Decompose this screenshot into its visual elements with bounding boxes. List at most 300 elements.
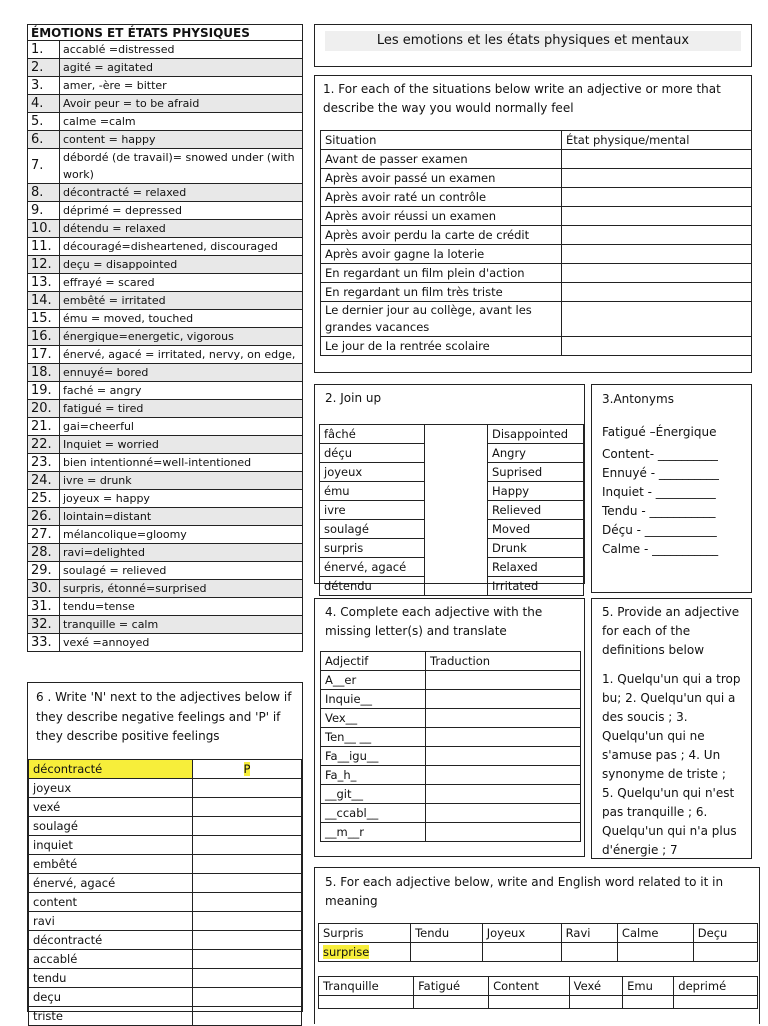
incomplete-adjective-cell: Ten__ __ <box>321 728 426 747</box>
vocab-entry: bien intentionné=well-intentioned <box>60 454 303 472</box>
translation-answer-cell[interactable] <box>426 728 581 747</box>
example-answer-highlight: surprise <box>323 945 370 959</box>
vocab-row <box>28 256 303 274</box>
vocab-number: 10. <box>28 220 60 238</box>
incomplete-adjective-cell: A__er <box>321 671 426 690</box>
feeling-row <box>29 873 302 892</box>
adjective-header-cell: Calme <box>617 924 693 943</box>
vocab-entry: énervé, agacé = irritated, nervy, on edge, <box>60 346 303 364</box>
related-words-table-2 <box>318 976 758 1009</box>
mark-answer-cell[interactable] <box>193 968 302 987</box>
related-word-answer-cell[interactable] <box>617 943 693 962</box>
vocab-entry: surpris, étonné=surprised <box>60 580 303 598</box>
english-word-cell: Relieved <box>488 501 584 520</box>
vocab-entry: ému = moved, touched <box>60 310 303 328</box>
adjective-header-cell: Vexé <box>569 977 623 996</box>
vocab-number: 26. <box>28 508 60 526</box>
vocab-row <box>28 131 303 149</box>
feeling-row <box>29 797 302 816</box>
antonym-line[interactable]: Content- __________ <box>602 447 718 461</box>
state-answer-cell[interactable] <box>562 283 752 302</box>
translation-answer-cell[interactable] <box>426 766 581 785</box>
vocab-row <box>28 113 303 131</box>
incomplete-adjective-cell: Inquie__ <box>321 690 426 709</box>
mark-answer-cell[interactable] <box>193 911 302 930</box>
vocab-entry: accablé =distressed <box>60 41 303 59</box>
vocab-entry: amer, -ère = bitter <box>60 77 303 95</box>
vocab-number: 17. <box>28 346 60 364</box>
adjective-header-cell: Surpris <box>319 924 411 943</box>
feeling-row <box>29 759 302 778</box>
state-answer-cell[interactable] <box>562 207 752 226</box>
vocab-number: 6. <box>28 131 60 149</box>
english-word-cell: Relaxed <box>488 558 584 577</box>
vocab-row <box>28 310 303 328</box>
related-word-answer-cell[interactable] <box>561 943 617 962</box>
adjective-header-cell: deprimé <box>674 977 758 996</box>
feeling-adjective-cell: vexé <box>29 797 193 816</box>
vocab-number: 1. <box>28 41 60 59</box>
vocab-number: 9. <box>28 202 60 220</box>
state-answer-cell[interactable] <box>562 245 752 264</box>
vocab-number: 31. <box>28 598 60 616</box>
french-word-cell: ému <box>320 482 425 501</box>
vocab-entry: décontracté = relaxed <box>60 184 303 202</box>
join-up-gap[interactable] <box>425 444 488 463</box>
adjective-row <box>321 671 581 690</box>
feeling-adjective-cell: content <box>29 892 193 911</box>
translation-answer-cell[interactable] <box>426 747 581 766</box>
join-up-gap[interactable] <box>425 501 488 520</box>
adjective-header-cell: Tendu <box>411 924 483 943</box>
example-answer-cell <box>319 943 411 962</box>
header-box <box>314 24 752 67</box>
translation-answer-cell[interactable] <box>426 671 581 690</box>
vocab-number: 14. <box>28 292 60 310</box>
french-word-cell: ivre <box>320 501 425 520</box>
state-header: État physique/mental <box>562 131 752 150</box>
vocab-row <box>28 634 303 652</box>
adjective-row <box>321 709 581 728</box>
vocab-number: 25. <box>28 490 60 508</box>
join-up-gap[interactable] <box>425 577 488 596</box>
vocab-row <box>28 328 303 346</box>
adjective-row <box>321 747 581 766</box>
vocab-row <box>28 400 303 418</box>
mark-answer-cell[interactable] <box>193 854 302 873</box>
situation-row <box>321 226 752 245</box>
feeling-row <box>29 987 302 1006</box>
situation-cell: Après avoir raté un contrôle <box>321 188 562 207</box>
vocab-entry: ravi=delighted <box>60 544 303 562</box>
vocab-row <box>28 41 303 59</box>
vocab-number: 22. <box>28 436 60 454</box>
state-answer-cell[interactable] <box>562 226 752 245</box>
related-word-answer-cell[interactable] <box>674 996 758 1009</box>
translation-answer-cell[interactable] <box>426 709 581 728</box>
exercise-2-box <box>314 384 585 593</box>
page-title: Les emotions et les états physiques et mentaux <box>325 31 741 51</box>
adjective-header-cell: Ravi <box>561 924 617 943</box>
related-word-answer-cell[interactable] <box>411 943 483 962</box>
vocab-row <box>28 184 303 202</box>
situation-row <box>321 337 752 356</box>
feeling-row <box>29 1006 302 1025</box>
feeling-row <box>29 778 302 797</box>
vocab-number: 32. <box>28 616 60 634</box>
join-up-row <box>320 444 584 463</box>
join-up-row <box>320 577 584 596</box>
adjective-header-cell: Fatigué <box>414 977 489 996</box>
mark-answer-cell[interactable] <box>193 816 302 835</box>
vocab-row <box>28 472 303 490</box>
vocab-row <box>28 490 303 508</box>
vocab-entry: déprimé = depressed <box>60 202 303 220</box>
french-word-cell: joyeux <box>320 463 425 482</box>
mark-answer-cell[interactable] <box>193 778 302 797</box>
situation-row <box>321 264 752 283</box>
vocab-row <box>28 544 303 562</box>
antonym-example: Fatigué –Énergique <box>602 425 717 439</box>
mark-answer-cell[interactable] <box>193 987 302 1006</box>
example-mark: P <box>243 761 251 776</box>
mark-answer-cell[interactable] <box>193 797 302 816</box>
vocab-entry: Inquiet = worried <box>60 436 303 454</box>
adjective-header-cell: Joyeux <box>482 924 561 943</box>
english-word-cell: Angry <box>488 444 584 463</box>
exercise-6-box <box>27 682 303 1023</box>
feeling-adjective-cell: soulagé <box>29 816 193 835</box>
vocab-row <box>28 454 303 472</box>
translation-answer-cell[interactable] <box>426 823 581 842</box>
english-word-cell: Happy <box>488 482 584 501</box>
vocab-number: 19. <box>28 382 60 400</box>
incomplete-adjective-cell: Fa__igu__ <box>321 747 426 766</box>
vocab-number: 3. <box>28 77 60 95</box>
mark-answer-cell[interactable] <box>193 1006 302 1025</box>
incomplete-adjective-cell: __ccabl__ <box>321 804 426 823</box>
adjective-header-cell: Tranquille <box>319 977 414 996</box>
exercise-5-related-box <box>314 867 760 1024</box>
mark-answer-cell[interactable] <box>193 873 302 892</box>
vocab-row <box>28 436 303 454</box>
french-word-cell: fâché <box>320 425 425 444</box>
vocab-entry: deçu = disappointed <box>60 256 303 274</box>
adjective-row <box>321 766 581 785</box>
antonym-line[interactable]: Tendu - ___________ <box>602 504 716 518</box>
feeling-adjective-cell: joyeux <box>29 778 193 797</box>
vocab-number: 11. <box>28 238 60 256</box>
situation-row <box>321 188 752 207</box>
situation-row <box>321 207 752 226</box>
vocab-number: 27. <box>28 526 60 544</box>
vocab-row <box>28 418 303 436</box>
english-word-cell: Drunk <box>488 539 584 558</box>
related-words-table-1 <box>318 923 758 962</box>
vocab-entry: tendu=tense <box>60 598 303 616</box>
vocab-number: 13. <box>28 274 60 292</box>
vocab-row <box>28 274 303 292</box>
join-up-gap[interactable] <box>425 463 488 482</box>
vocab-number: 28. <box>28 544 60 562</box>
translation-answer-cell[interactable] <box>426 804 581 823</box>
join-up-row <box>320 501 584 520</box>
exercise-5-definitions-prompt: 5. Provide an adjective for each of the definitions below <box>602 605 740 657</box>
exercise-1-prompt: 1. For each of the situations below write an adjective or more that describe the way you would normally feel <box>323 82 721 115</box>
feeling-adjective-cell: accablé <box>29 949 193 968</box>
related-words-answer-row <box>319 943 758 962</box>
vocab-number: 4. <box>28 95 60 113</box>
vocab-entry: agité = agitated <box>60 59 303 77</box>
vocab-row <box>28 202 303 220</box>
related-words-answer-row <box>319 996 758 1009</box>
vocab-entry: gai=cheerful <box>60 418 303 436</box>
adjective-header-cell: Deçu <box>693 924 757 943</box>
exercise-1-box <box>314 75 752 373</box>
translation-answer-cell[interactable] <box>426 690 581 709</box>
state-answer-cell[interactable] <box>562 264 752 283</box>
traduction-header: Traduction <box>426 652 581 671</box>
feeling-adjective-cell: décontracté <box>29 930 193 949</box>
join-up-row <box>320 482 584 501</box>
related-word-answer-cell[interactable] <box>319 996 414 1009</box>
vocab-entry: détendu = relaxed <box>60 220 303 238</box>
vocab-entry: Avoir peur = to be afraid <box>60 95 303 113</box>
situation-header: Situation <box>321 131 562 150</box>
feeling-row <box>29 835 302 854</box>
join-up-row <box>320 558 584 577</box>
join-up-gap[interactable] <box>425 558 488 577</box>
related-words-header-row <box>319 924 758 943</box>
adjective-row <box>321 823 581 842</box>
antonym-line[interactable]: Inquiet - __________ <box>602 485 716 499</box>
feeling-adjective-cell: tendu <box>29 968 193 987</box>
adjective-row <box>321 785 581 804</box>
feeling-adjective-cell: triste <box>29 1006 193 1025</box>
antonym-line[interactable]: Déçu - ____________ <box>602 523 717 537</box>
vocab-number: 2. <box>28 59 60 77</box>
vocab-entry: effrayé = scared <box>60 274 303 292</box>
situation-row <box>321 150 752 169</box>
situation-cell: Le jour de la rentrée scolaire <box>321 337 562 356</box>
adjective-row <box>321 728 581 747</box>
vocab-number: 8. <box>28 184 60 202</box>
situation-cell: Avant de passer examen <box>321 150 562 169</box>
french-word-cell: soulagé <box>320 520 425 539</box>
vocab-row <box>28 508 303 526</box>
vocab-entry: calme =calm <box>60 113 303 131</box>
feeling-adjective-cell: deçu <box>29 987 193 1006</box>
exercise-3-title: 3.Antonyms <box>602 392 674 406</box>
adjective-row <box>321 690 581 709</box>
example-mark-cell <box>193 759 302 778</box>
vocab-entry: ennuyé= bored <box>60 364 303 382</box>
vocab-entry: énergique=energetic, vigorous <box>60 328 303 346</box>
situation-cell: Après avoir perdu la carte de crédit <box>321 226 562 245</box>
related-word-answer-cell[interactable] <box>693 943 757 962</box>
vocab-entry: mélancolique=gloomy <box>60 526 303 544</box>
vocab-entry: vexé =annoyed <box>60 634 303 652</box>
join-up-gap[interactable] <box>425 539 488 558</box>
exercise-5-definitions-box <box>591 598 752 859</box>
vocab-entry: embêté = irritated <box>60 292 303 310</box>
situation-row <box>321 283 752 302</box>
vocab-row <box>28 346 303 364</box>
situation-cell: Après avoir passé un examen <box>321 169 562 188</box>
english-word-cell: Moved <box>488 520 584 539</box>
state-answer-cell[interactable] <box>562 302 752 337</box>
vocab-number: 15. <box>28 310 60 328</box>
related-word-answer-cell[interactable] <box>482 943 561 962</box>
join-up-gap[interactable] <box>425 482 488 501</box>
vocab-row <box>28 77 303 95</box>
feeling-adjective-cell: ravi <box>29 911 193 930</box>
situation-cell: Après avoir réussi un examen <box>321 207 562 226</box>
join-up-table <box>319 424 584 596</box>
exercise-4-box <box>314 598 585 857</box>
vocab-row <box>28 95 303 113</box>
mark-answer-cell[interactable] <box>193 835 302 854</box>
french-word-cell: déçu <box>320 444 425 463</box>
situation-cell: En regardant un film plein d'action <box>321 264 562 283</box>
french-word-cell: surpris <box>320 539 425 558</box>
join-up-row <box>320 425 584 444</box>
incomplete-adjective-cell: Vex__ <box>321 709 426 728</box>
english-word-cell: Suprised <box>488 463 584 482</box>
exercise-2-title: 2. Join up <box>325 391 382 405</box>
vocab-row <box>28 616 303 634</box>
vocab-table-box <box>27 24 303 673</box>
state-answer-cell[interactable] <box>562 169 752 188</box>
vocab-entry: joyeux = happy <box>60 490 303 508</box>
vocab-row <box>28 59 303 77</box>
vocab-number: 21. <box>28 418 60 436</box>
feeling-adjective-cell: décontracté <box>29 759 193 778</box>
french-word-cell: énervé, agacé <box>320 558 425 577</box>
feeling-row <box>29 949 302 968</box>
vocab-title: ÉMOTIONS ET ÉTATS PHYSIQUES <box>28 25 303 41</box>
french-word-cell: détendu <box>320 577 425 596</box>
related-word-answer-cell[interactable] <box>414 996 489 1009</box>
state-answer-cell[interactable] <box>562 150 752 169</box>
antonym-lines <box>592 445 751 559</box>
state-answer-cell[interactable] <box>562 337 752 356</box>
vocab-row <box>28 526 303 544</box>
related-word-answer-cell[interactable] <box>569 996 623 1009</box>
vocab-entry: fatigué = tired <box>60 400 303 418</box>
feeling-row <box>29 968 302 987</box>
feeling-row <box>29 816 302 835</box>
mark-answer-cell[interactable] <box>193 892 302 911</box>
exercise-5-definitions-body: 1. Quelqu'un qui a trop bu; 2. Quelqu'un qui a des soucis ; 3. Quelqu'un qui ne s'amuse pas ; 4. Un synonyme de triste ; 5. Quelqu'un qui n'est pas tranquille ; 6. Quelqu'un qui n'a plus d'énergie ; 7 <box>602 672 741 857</box>
vocab-entry: découragé=disheartened, discouraged <box>60 238 303 256</box>
situation-row <box>321 245 752 264</box>
mark-answer-cell[interactable] <box>193 949 302 968</box>
situation-row <box>321 302 752 337</box>
translation-answer-cell[interactable] <box>426 785 581 804</box>
feeling-row <box>29 930 302 949</box>
english-word-cell: Irritated <box>488 577 584 596</box>
vocab-entry: lointain=distant <box>60 508 303 526</box>
vocab-row <box>28 149 303 184</box>
vocab-number: 16. <box>28 328 60 346</box>
exercise-6-table <box>28 759 302 1026</box>
vocab-row <box>28 598 303 616</box>
exercise-1-table <box>320 130 752 356</box>
vocab-number: 30. <box>28 580 60 598</box>
feeling-row <box>29 854 302 873</box>
incomplete-adjective-cell: __m__r <box>321 823 426 842</box>
vocab-number: 24. <box>28 472 60 490</box>
adjective-row <box>321 804 581 823</box>
vocab-entry: content = happy <box>60 131 303 149</box>
exercise-4-prompt: 4. Complete each adjective with the missing letter(s) and translate <box>325 605 543 638</box>
vocab-row <box>28 292 303 310</box>
vocab-entry: débordé (de travail)= snowed under (with work) <box>60 149 303 184</box>
join-up-row <box>320 520 584 539</box>
state-answer-cell[interactable] <box>562 188 752 207</box>
feeling-adjective-cell: embêté <box>29 854 193 873</box>
feeling-row <box>29 892 302 911</box>
feeling-row <box>29 911 302 930</box>
vocab-number: 23. <box>28 454 60 472</box>
situation-cell: Le dernier jour au collège, avant les grandes vacances <box>321 302 562 337</box>
situation-cell: Après avoir gagne la loterie <box>321 245 562 264</box>
vocab-row <box>28 220 303 238</box>
english-word-cell: Disappointed <box>488 425 584 444</box>
situation-cell: En regardant un film très triste <box>321 283 562 302</box>
join-up-row <box>320 463 584 482</box>
vocab-entry: soulagé = relieved <box>60 562 303 580</box>
adjectif-header: Adjectif <box>321 652 426 671</box>
feeling-adjective-cell: inquiet <box>29 835 193 854</box>
vocab-row <box>28 364 303 382</box>
vocab-row <box>28 382 303 400</box>
vocab-entry: faché = angry <box>60 382 303 400</box>
mark-answer-cell[interactable] <box>193 930 302 949</box>
vocab-row <box>28 238 303 256</box>
incomplete-adjective-cell: __git__ <box>321 785 426 804</box>
vocab-row <box>28 580 303 598</box>
vocab-entry: tranquille = calm <box>60 616 303 634</box>
adjective-header-cell: Content <box>489 977 570 996</box>
exercise-6-prompt: 6 . Write 'N' next to the adjectives below if they describe negative feelings and 'P' if they describe positive feelings <box>36 690 292 743</box>
adjective-header-cell: Emu <box>623 977 674 996</box>
antonym-line[interactable]: Calme - ___________ <box>602 542 719 556</box>
vocab-number: 12. <box>28 256 60 274</box>
related-word-answer-cell[interactable] <box>489 996 570 1009</box>
feeling-adjective-cell: énervé, agacé <box>29 873 193 892</box>
vocab-number: 5. <box>28 113 60 131</box>
vocab-number: 7. <box>28 149 60 184</box>
join-up-row <box>320 539 584 558</box>
join-up-gap[interactable] <box>425 425 488 444</box>
vocab-table <box>27 24 303 652</box>
vocab-number: 18. <box>28 364 60 382</box>
vocab-number: 29. <box>28 562 60 580</box>
join-up-gap[interactable] <box>425 520 488 539</box>
exercise-3-box <box>591 384 752 593</box>
antonym-line[interactable]: Ennuyé - __________ <box>602 466 719 480</box>
situation-row <box>321 169 752 188</box>
vocab-number: 20. <box>28 400 60 418</box>
vocab-row <box>28 562 303 580</box>
vocab-number: 33. <box>28 634 60 652</box>
exercise-4-table <box>320 651 581 842</box>
incomplete-adjective-cell: Fa_h_ <box>321 766 426 785</box>
related-word-answer-cell[interactable] <box>623 996 674 1009</box>
exercise-5-related-prompt: 5. For each adjective below, write and English word related to it in meaning <box>325 875 724 908</box>
